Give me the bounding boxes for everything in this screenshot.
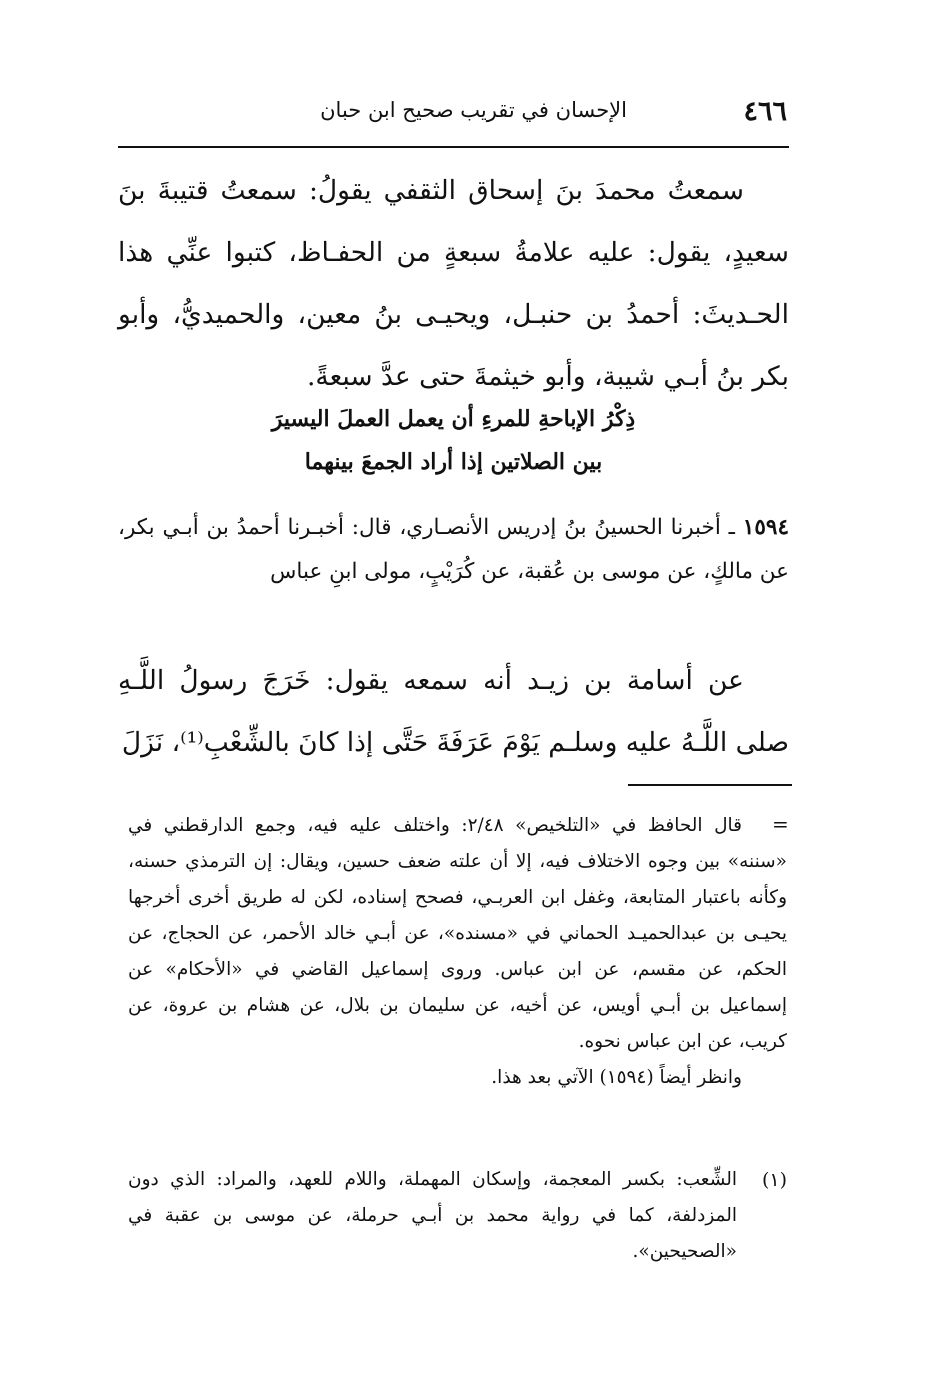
footnote-see-also: وانظر أيضاً (١٥٩٤) الآتي بعد هذا. [491,1067,742,1088]
page-header [118,96,787,126]
footnote-continued-text: قال الحافظ في «التلخيص» ٢/٤٨: واختلف عليه فيه، وجمع الدارقطني في «سننه» بين وجوه الاختلاف فيه، إلا أن علته ضعف حسين، ويقال: إن الترمذي حسنه، وكأنه باعتبار المتابعة، وغفل ابن العربـي، فصحح إسناده، لكن له طريق أخرى أخرجها يحيـى بن عبدالحميـد الحماني في «مسنده»، عن أبـي خالد الأحمر، عن الحجاج، عن الحكم، عن مقسم، عن ابن عباس. وروى إسماعيل القاضي في «الأحكام» عن إسماعيل بن أبـي أويس، عن أخيه، عن سليمان بن بلال، عن هشام بن عروة، عن كريب، عن ابن عباس نحوه. [128,815,787,1052]
hadith-isnad [118,506,789,594]
header-rule [118,146,789,148]
running-title: الإحسان في تقريب صحيح ابن حبان [320,98,627,122]
footnote-continuation-mark: = [772,812,789,836]
intro-paragraph: سمعتُ محمدَ بنَ إسحاق الثقفي يقولُ: سمعتُ قتيبةَ بنَ سعيدٍ، يقول: عليه علامةُ سبعةٍ من الحفـاظ، كتبوا عنِّي هذا الحـديثَ: أحمدُ بن حنبـل، ويحيـى بنُ معين، والحميديُّ، وأبو بكر بنُ أبـي شيبة، وأبو خيثمةَ حتى عدَّ سبعةً. [118,175,789,392]
page-number: ٤٦٦ [743,96,787,127]
hadith-isnad-text: ـ أخبرنا الحسينُ بنُ إدريس الأنصـاري، قال: أخبـرنا أحمدُ بن أبـي بكر، عن مالكٍ، عن موسى بن عُقبة، عن كُرَيْبٍ، مولى ابنِ عباس [118,515,789,584]
footnote-1 [128,1162,787,1270]
footnote-separator [628,784,792,786]
hadith-number: ١٥٩٤ [742,515,789,540]
hadith-matn: عن أسامة بن زيـد أنه سمعه يقول: خَرَجَ رسولُ اللَّـهِ صلى اللَّـهُ عليه وسلـم يَوْمَ عَرَفَةَ حَتَّى إذا كانَ بالشِّعْبِ⁽¹⁾، نَزَلَ [118,665,789,758]
chapter-heading [118,398,789,484]
chapter-heading-line-1: ذِكْرُ الإباحةِ للمرءِ أن يعمل العملَ اليسيرَ [271,406,636,432]
footnote-continued [128,808,787,1096]
chapter-heading-line-2: بين الصلاتين إذا أراد الجمعَ بينهما [304,449,603,475]
footnote-1-number: (١) [761,1169,787,1191]
footnote-1-text: الشِّعب: بكسر المعجمة، وإسكان المهملة، واللام للعهد، والمراد: الذي دون المزدلفة، كما في رواية محمد بن أبـي حرملة، عن موسى بن عقبة في «الصحيحين». [128,1169,737,1262]
